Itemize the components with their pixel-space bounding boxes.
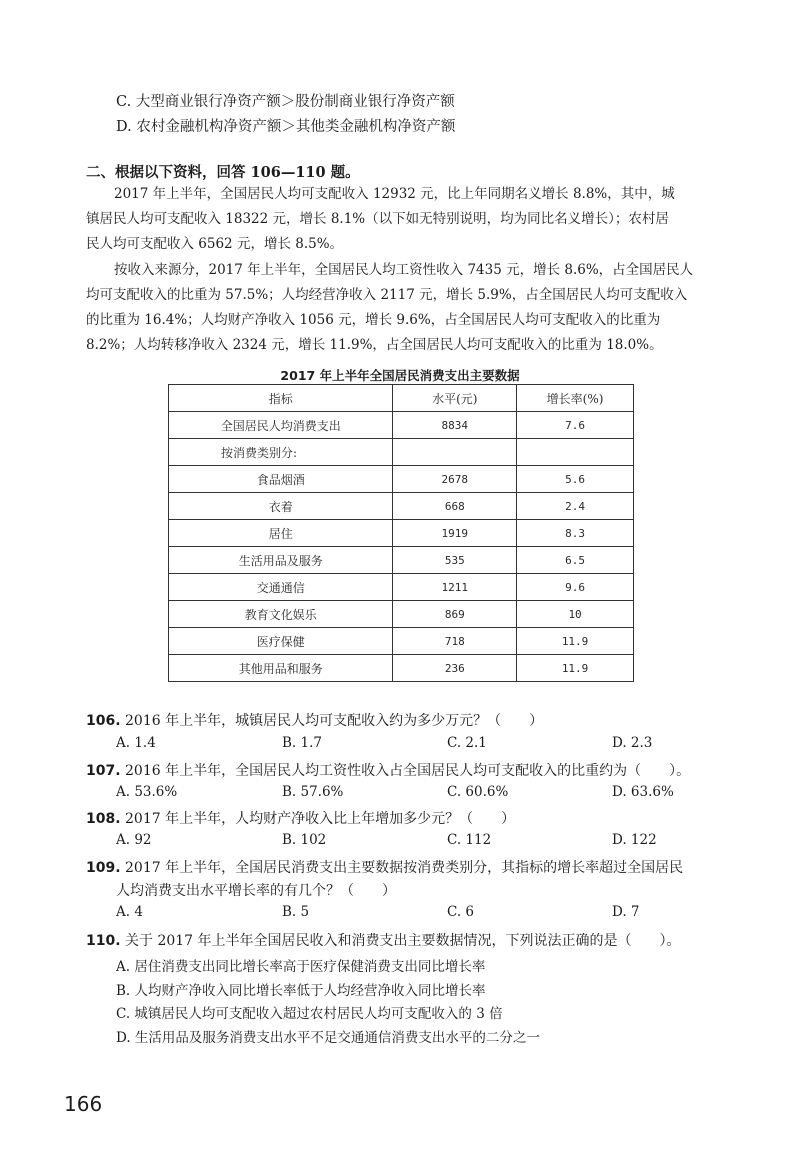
paragraph-line: 的比重为 16.4%；人均财产净收入 1056 元，增长 9.6%，占全国居民人均可支配收入的比重为 [86, 312, 661, 328]
table-row [169, 574, 634, 601]
table-row [169, 493, 634, 520]
row-rate: 2.4 [517, 493, 634, 520]
choice-d: D. 122 [612, 832, 657, 848]
question-number: 109. [86, 860, 121, 876]
row-label: 衣着 [169, 493, 393, 520]
question-110 [86, 930, 681, 950]
row-label: 生活用品及服务 [169, 547, 393, 574]
question-109 [86, 857, 683, 877]
consumption-table [168, 384, 634, 682]
paragraph-1 [86, 182, 716, 257]
row-rate: 7.6 [517, 412, 634, 439]
row-value: 1919 [393, 520, 517, 547]
choice-d: D. 63.6% [612, 784, 674, 800]
table-row [169, 520, 634, 547]
question-number: 110. [86, 933, 121, 949]
choice-a: A. 92 [116, 832, 152, 848]
row-value: 535 [393, 547, 517, 574]
row-value: 668 [393, 493, 517, 520]
prev-option-c: C. 大型商业银行净资产额＞股份制商业银行净资产额 [116, 94, 455, 110]
question-106 [86, 710, 543, 730]
header-level: 水平(元) [393, 385, 517, 412]
paragraph-line: 8.2%；人均转移净收入 2324 元，增长 11.9%，占全国居民人均可支配收入的比重为 18.0%。 [86, 337, 663, 353]
row-value: 8834 [393, 412, 517, 439]
table-header-row [169, 385, 634, 412]
row-label: 其他用品和服务 [169, 655, 393, 682]
choice-d: D. 7 [612, 904, 640, 920]
choice-c: C. 2.1 [447, 735, 487, 751]
question-number: 108. [86, 811, 121, 827]
table-row [169, 601, 634, 628]
option-c: C. 城镇居民人均可支配收入超过农村居民人均可支配收入的 3 倍 [116, 1006, 503, 1022]
paragraph-2 [86, 258, 716, 358]
row-rate: 10 [517, 601, 634, 628]
choice-b: B. 5 [282, 904, 310, 920]
row-label: 全国居民人均消费支出 [169, 412, 393, 439]
prev-option-d: D. 农村金融机构净资产额＞其他类金融机构净资产额 [116, 119, 456, 135]
choice-b: B. 1.7 [282, 735, 322, 751]
question-text: 2017 年上半年，人均财产净收入比上年增加多少元？（ ） [125, 811, 516, 827]
table-row [169, 466, 634, 493]
paragraph-line: 民人均可支配收入 6562 元，增长 8.5%。 [86, 236, 344, 252]
question-text: 2016 年上半年，城镇居民人均可支配收入约为多少万元？（ ） [125, 713, 544, 729]
choice-d: D. 2.3 [612, 735, 653, 751]
paragraph-line: 镇居民人均可支配收入 18322 元，增长 8.1%（以下如无特别说明，均为同比名义增长）；农村居 [86, 211, 669, 227]
table-row-total [169, 412, 634, 439]
row-rate: 8.3 [517, 520, 634, 547]
row-label: 医疗保健 [169, 628, 393, 655]
question-text: 2017 年上半年，全国居民消费支出主要数据按消费类别分，其指标的增长率超过全国居民 [125, 860, 684, 876]
choice-c: C. 112 [447, 832, 492, 848]
row-rate: 5.6 [517, 466, 634, 493]
question-number: 106. [86, 713, 121, 729]
row-value: 1211 [393, 574, 517, 601]
row-rate: 11.9 [517, 655, 634, 682]
choice-c: C. 6 [447, 904, 475, 920]
header-indicator: 指标 [169, 385, 393, 412]
table-row [169, 655, 634, 682]
row-rate: 6.5 [517, 547, 634, 574]
header-growth: 增长率(%) [517, 385, 634, 412]
option-b: B. 人均财产净收入同比增长率低于人均经营净收入同比增长率 [116, 983, 486, 999]
choice-a: A. 1.4 [116, 735, 156, 751]
paragraph-line: 均可支配收入的比重为 57.5%；人均经营净收入 2117 元，增长 5.9%，占全国居民人均可支配收入 [86, 287, 688, 303]
row-value: 2678 [393, 466, 517, 493]
option-a: A. 居住消费支出同比增长率高于医疗保健消费支出同比增长率 [116, 959, 486, 975]
row-value: 869 [393, 601, 517, 628]
row-value: 236 [393, 655, 517, 682]
row-label: 教育文化娱乐 [169, 601, 393, 628]
row-rate: 11.9 [517, 628, 634, 655]
question-text: 关于 2017 年上半年全国居民收入和消费支出主要数据情况，下列说法正确的是（ ）。 [125, 933, 681, 949]
table-title: 2017 年上半年全国居民消费支出主要数据 [280, 368, 520, 383]
choice-a: A. 53.6% [116, 784, 178, 800]
choice-b: B. 102 [282, 832, 327, 848]
page-number: 166 [64, 1092, 103, 1116]
row-label: 食品烟酒 [169, 466, 393, 493]
question-text-continued: 人均消费支出水平增长率的有几个？（ ） [116, 883, 396, 899]
question-108 [86, 808, 515, 828]
choice-c: C. 60.6% [447, 784, 509, 800]
question-number: 107. [86, 763, 121, 779]
section-heading: 二、根据以下资料，回答 106—110 题。 [86, 164, 360, 181]
option-d: D. 生活用品及服务消费支出水平不足交通通信消费支出水平的二分之一 [116, 1030, 540, 1046]
choice-b: B. 57.6% [282, 784, 344, 800]
paragraph-line: 2017 年上半年，全国居民人均可支配收入 12932 元，比上年同期名义增长 8.8%，其中，城 [114, 186, 675, 202]
table-row-category [169, 439, 634, 466]
category-label: 按消费类别分: [169, 439, 393, 466]
table-row [169, 628, 634, 655]
paragraph-line: 按收入来源分，2017 年上半年，全国居民人均工资性收入 7435 元，增长 8.6%，占全国居民人 [114, 262, 694, 278]
table-row [169, 547, 634, 574]
question-text: 2016 年上半年，全国居民人均工资性收入占全国居民人均可支配收入的比重约为（ ）。 [125, 763, 691, 779]
choice-a: A. 4 [116, 904, 143, 920]
question-107 [86, 760, 690, 780]
row-label: 居住 [169, 520, 393, 547]
row-label: 交通通信 [169, 574, 393, 601]
row-rate: 9.6 [517, 574, 634, 601]
row-value: 718 [393, 628, 517, 655]
